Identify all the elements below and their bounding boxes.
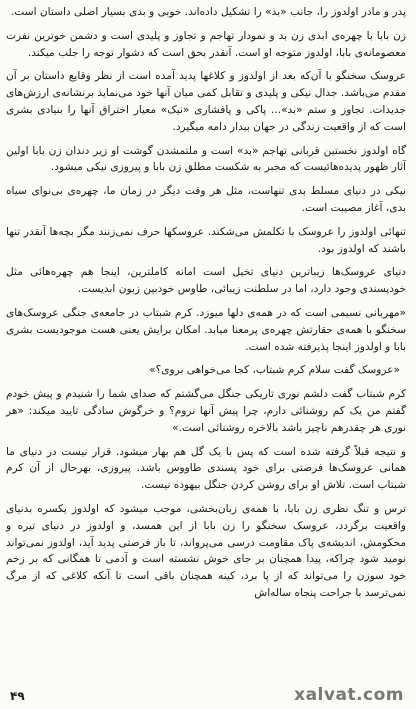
page-number: ۴۹ (10, 689, 25, 703)
watermark: xalvat.com (294, 685, 404, 705)
quote-paragraph-1: «عروسک گفت سلام کرم شبتاب، کجا می‌خواهی بروی؟» (149, 364, 400, 377)
paragraph-10: کرم شبتاب گفت دلشم نوری تاریکی جنگل می‌گشتم که صدای شما را شنیدم و پیش خودم گفتم من یک کم روشنائی دارم، چرا پیش آنها نروم؟ و خرگوش سادگی تایید میکند: «هر نوری هر چقدرهم ناچیز باشد بالاخره روشنائی است.» (6, 388, 406, 434)
paragraph-12: ترس و تنگ نظری زن بابا، با همه‌ی زبان‌بخشی، موجب میشود که اولدوز یکسره بدنیای واقعیت برگردد، عروسک سخنگو را زن بابا از این همسد، و اولدوز در دنیای تیره و محکومش، اندیشه‌ی پاک مقاومت درسی می‌پرواند، تا باز فرصتی پدید آید، اولدوز نمی‌تواند نومید شود چراکه، پیدا همچنان بر جای خوش نشسته است و آدمی تا همگانی که بر زخم خود سوزن را می‌تواند که از پا برد، کینه همچنان باقی است تا آنکه کلاغی که از مرگ نمی‌ترسد با جراحت پنجاه ساله‌اش (6, 502, 406, 599)
paragraph-1: پدر و مادر اولدوز را، جانب «بد» را تشکیل داده‌اند. خوبی و بدی بسیار اصلی داستان است. (10, 6, 406, 18)
paragraph-5: نیکی در دنیای مسلط بدی تنهاست، مثل هر وقت دیگر در زمان ما، چهره‌ی بی‌نوای سیاه بدی، آغاز مصیبت است. (6, 185, 406, 214)
paragraph-4: گاه اولدوز نخستین قربانی تهاجم «بد» است و ملتمشدن گوشت او زیر دندان زن بابا اولین آثار ظهور پدیده‌هائیست که مجبر به شکست مطلق زن بابا و پیروزی نیکی میشود. (6, 144, 406, 174)
paragraph-11: و نتیجه قبلاً گرفته شده است که پس با یک گل هم بهار میشود. قرار نیست در دنیای ما همانی عروسک‌ها فرصتی برای خود پسندی طاووس باشد. پیروزی، بهرحال از آن کرم شبتاب است. تلاش او برای روشن کردن جنگل بیهوده نیست. (6, 445, 406, 492)
paragraph-8: «مهربانی نسیمی است که در همه‌ی دلها میوزد. کرم شبتاب در جامعه‌ی جنگی عروسک‌های سخنگو با همه‌ی حقارتش چهره‌ی پرمعنا میابد. امکان برایش یعنی هست موجودیست بشری بابا و اولدوز اینجا پذیرفته شده است. (6, 306, 406, 353)
paragraph-3: عروسک سخنگو با آن‌که بعد از اولدوز و کلاغها پدید آمده است از نظر وقایع داستان بر آن مقدم می‌باشد. جدال نیکی و پلیدی و تقابل کمی میان آنها خود می‌نماید برنشانه‌ی ارزش‌های جدیدات. تجاوز و ستم «بد»... پاکی و پافشاری «نیک» معیار اختراق آنها را بنیادی بشری است که از واقعیت زندگی در جهان بیدار دامه میگیرد. (6, 70, 406, 133)
paragraph-6: تنهائی اولدوز را عروسک با تکلمش می‌شکند. عروسکها حرف نمی‌زنند مگر بچه‌ها آنقدر تنها باشند که اولدوز بود. (6, 225, 406, 255)
paragraph-2: زن بابا با چهره‌ی ابدی زن بد و نمودار تهاجم و تجاوز و پلیدی است و دشمن خوترین نفرت معصومانه‌ی بابا، اولدوز متوجه او است. آنقدر بحق است که دشوار توجه را جلب میکند. (6, 29, 406, 59)
page-footer (0, 685, 416, 707)
paragraph-7: دنیای عروسک‌ها زیباترین دنیای تخیل است امانه کاملترین، اینجا هم چهره‌هائی مثل خودپسندی وجود دارد، اما در سلطنت زیبائی، طاوس خودبین زبون ابدیست. (6, 266, 406, 296)
